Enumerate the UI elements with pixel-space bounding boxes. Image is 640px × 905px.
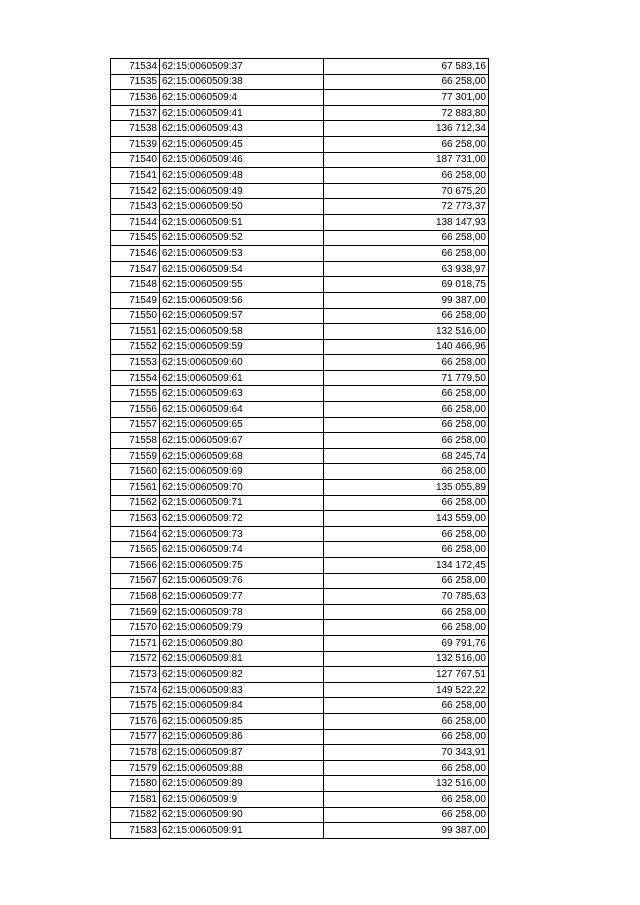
cadastral-number-cell: 62:15:0060509:9	[160, 791, 324, 807]
table-row	[111, 667, 489, 683]
table-row	[111, 635, 489, 651]
table-row	[111, 292, 489, 308]
value-cell: 66 258,00	[324, 246, 489, 262]
table-row	[111, 230, 489, 246]
table-row	[111, 448, 489, 464]
row-number-cell: 71571	[111, 635, 160, 651]
table-row	[111, 324, 489, 340]
table-row	[111, 402, 489, 418]
value-cell: 132 516,00	[324, 776, 489, 792]
value-cell: 132 516,00	[324, 651, 489, 667]
value-cell: 66 258,00	[324, 604, 489, 620]
cadastral-number-cell: 62:15:0060509:67	[160, 433, 324, 449]
table-row	[111, 199, 489, 215]
table-row	[111, 136, 489, 152]
table-row	[111, 246, 489, 262]
cadastral-number-cell: 62:15:0060509:90	[160, 807, 324, 823]
row-number-cell: 71546	[111, 246, 160, 262]
row-number-cell: 71547	[111, 261, 160, 277]
row-number-cell: 71557	[111, 417, 160, 433]
table-row	[111, 823, 489, 839]
table-row	[111, 105, 489, 121]
value-cell: 66 258,00	[324, 542, 489, 558]
cadastral-number-cell: 62:15:0060509:78	[160, 604, 324, 620]
row-number-cell: 71565	[111, 542, 160, 558]
row-number-cell: 71577	[111, 729, 160, 745]
row-number-cell: 71574	[111, 682, 160, 698]
value-cell: 66 258,00	[324, 729, 489, 745]
cadastral-number-cell: 62:15:0060509:87	[160, 745, 324, 761]
cadastral-number-cell: 62:15:0060509:73	[160, 526, 324, 542]
row-number-cell: 71569	[111, 604, 160, 620]
table-row	[111, 339, 489, 355]
row-number-cell: 71537	[111, 105, 160, 121]
value-cell: 66 258,00	[324, 355, 489, 371]
cadastral-number-cell: 62:15:0060509:48	[160, 168, 324, 184]
cadastral-number-cell: 62:15:0060509:4	[160, 90, 324, 106]
value-cell: 66 258,00	[324, 713, 489, 729]
value-cell: 70 343,91	[324, 745, 489, 761]
row-number-cell: 71556	[111, 402, 160, 418]
table-row	[111, 386, 489, 402]
value-cell: 134 172,45	[324, 558, 489, 574]
cadastral-number-cell: 62:15:0060509:72	[160, 511, 324, 527]
cadastral-number-cell: 62:15:0060509:60	[160, 355, 324, 371]
cadastral-number-cell: 62:15:0060509:52	[160, 230, 324, 246]
value-cell: 66 258,00	[324, 620, 489, 636]
row-number-cell: 71560	[111, 464, 160, 480]
table-row	[111, 480, 489, 496]
cadastral-number-cell: 62:15:0060509:76	[160, 573, 324, 589]
value-cell: 66 258,00	[324, 402, 489, 418]
table-row	[111, 526, 489, 542]
cadastral-number-cell: 62:15:0060509:71	[160, 495, 324, 511]
cadastral-number-cell: 62:15:0060509:82	[160, 667, 324, 683]
table-row	[111, 776, 489, 792]
table-row	[111, 682, 489, 698]
cadastral-number-cell: 62:15:0060509:86	[160, 729, 324, 745]
table-row	[111, 791, 489, 807]
table-row	[111, 729, 489, 745]
row-number-cell: 71573	[111, 667, 160, 683]
cadastral-number-cell: 62:15:0060509:69	[160, 464, 324, 480]
row-number-cell: 71562	[111, 495, 160, 511]
cadastral-number-cell: 62:15:0060509:57	[160, 308, 324, 324]
value-cell: 72 773,37	[324, 199, 489, 215]
row-number-cell: 71553	[111, 355, 160, 371]
table-row	[111, 308, 489, 324]
table-row	[111, 90, 489, 106]
value-cell: 127 767,51	[324, 667, 489, 683]
table-row	[111, 573, 489, 589]
row-number-cell: 71541	[111, 168, 160, 184]
table-row	[111, 542, 489, 558]
row-number-cell: 71536	[111, 90, 160, 106]
row-number-cell: 71581	[111, 791, 160, 807]
row-number-cell: 71548	[111, 277, 160, 293]
value-cell: 72 883,80	[324, 105, 489, 121]
cadastral-number-cell: 62:15:0060509:80	[160, 635, 324, 651]
table-row	[111, 589, 489, 605]
cadastral-number-cell: 62:15:0060509:64	[160, 402, 324, 418]
cadastral-number-cell: 62:15:0060509:70	[160, 480, 324, 496]
table-row	[111, 277, 489, 293]
table-row	[111, 620, 489, 636]
value-cell: 143 559,00	[324, 511, 489, 527]
table-row	[111, 59, 489, 75]
table-body	[111, 59, 489, 839]
cadastral-number-cell: 62:15:0060509:54	[160, 261, 324, 277]
table-row	[111, 417, 489, 433]
value-cell: 138 147,93	[324, 214, 489, 230]
table-row	[111, 370, 489, 386]
row-number-cell: 71561	[111, 480, 160, 496]
table-row	[111, 464, 489, 480]
row-number-cell: 71535	[111, 74, 160, 90]
cadastral-number-cell: 62:15:0060509:51	[160, 214, 324, 230]
row-number-cell: 71551	[111, 324, 160, 340]
table-row	[111, 713, 489, 729]
cadastral-number-cell: 62:15:0060509:68	[160, 448, 324, 464]
row-number-cell: 71567	[111, 573, 160, 589]
row-number-cell: 71552	[111, 339, 160, 355]
value-cell: 69 791,76	[324, 635, 489, 651]
cadastral-number-cell: 62:15:0060509:79	[160, 620, 324, 636]
row-number-cell: 71576	[111, 713, 160, 729]
cadastral-number-cell: 62:15:0060509:49	[160, 183, 324, 199]
row-number-cell: 71534	[111, 59, 160, 75]
row-number-cell: 71582	[111, 807, 160, 823]
row-number-cell: 71583	[111, 823, 160, 839]
value-cell: 149 522,22	[324, 682, 489, 698]
value-cell: 66 258,00	[324, 698, 489, 714]
row-number-cell: 71539	[111, 136, 160, 152]
value-cell: 66 258,00	[324, 791, 489, 807]
row-number-cell: 71545	[111, 230, 160, 246]
cadastral-number-cell: 62:15:0060509:89	[160, 776, 324, 792]
cadastral-number-cell: 62:15:0060509:91	[160, 823, 324, 839]
cadastral-number-cell: 62:15:0060509:63	[160, 386, 324, 402]
cadastral-number-cell: 62:15:0060509:83	[160, 682, 324, 698]
row-number-cell: 71549	[111, 292, 160, 308]
cadastral-number-cell: 62:15:0060509:37	[160, 59, 324, 75]
cadastral-number-cell: 62:15:0060509:38	[160, 74, 324, 90]
row-number-cell: 71575	[111, 698, 160, 714]
table-row	[111, 355, 489, 371]
cadastral-number-cell: 62:15:0060509:41	[160, 105, 324, 121]
cadastral-number-cell: 62:15:0060509:85	[160, 713, 324, 729]
cadastral-number-cell: 62:15:0060509:74	[160, 542, 324, 558]
value-cell: 140 466,96	[324, 339, 489, 355]
row-number-cell: 71559	[111, 448, 160, 464]
value-cell: 66 258,00	[324, 168, 489, 184]
cadastral-number-cell: 62:15:0060509:55	[160, 277, 324, 293]
value-cell: 66 258,00	[324, 573, 489, 589]
row-number-cell: 71572	[111, 651, 160, 667]
table-row	[111, 168, 489, 184]
cadastral-number-cell: 62:15:0060509:75	[160, 558, 324, 574]
value-cell: 66 258,00	[324, 74, 489, 90]
row-number-cell: 71580	[111, 776, 160, 792]
row-number-cell: 71540	[111, 152, 160, 168]
cadastral-number-cell: 62:15:0060509:77	[160, 589, 324, 605]
row-number-cell: 71579	[111, 760, 160, 776]
table-row	[111, 121, 489, 137]
table-row	[111, 807, 489, 823]
table-row	[111, 651, 489, 667]
row-number-cell: 71570	[111, 620, 160, 636]
value-cell: 71 779,50	[324, 370, 489, 386]
cadastral-number-cell: 62:15:0060509:81	[160, 651, 324, 667]
table-row	[111, 261, 489, 277]
table-row	[111, 495, 489, 511]
table-row	[111, 183, 489, 199]
value-cell: 66 258,00	[324, 760, 489, 776]
table-row	[111, 433, 489, 449]
table-row	[111, 558, 489, 574]
value-cell: 69 018,75	[324, 277, 489, 293]
table-row	[111, 74, 489, 90]
table-row	[111, 745, 489, 761]
row-number-cell: 71542	[111, 183, 160, 199]
value-cell: 66 258,00	[324, 417, 489, 433]
cadastral-number-cell: 62:15:0060509:53	[160, 246, 324, 262]
value-cell: 77 301,00	[324, 90, 489, 106]
cadastral-number-cell: 62:15:0060509:46	[160, 152, 324, 168]
table-row	[111, 760, 489, 776]
value-cell: 99 387,00	[324, 292, 489, 308]
row-number-cell: 71544	[111, 214, 160, 230]
cadastral-number-cell: 62:15:0060509:58	[160, 324, 324, 340]
value-cell: 66 258,00	[324, 495, 489, 511]
row-number-cell: 71578	[111, 745, 160, 761]
value-cell: 70 675,20	[324, 183, 489, 199]
value-cell: 66 258,00	[324, 526, 489, 542]
value-cell: 132 516,00	[324, 324, 489, 340]
row-number-cell: 71554	[111, 370, 160, 386]
value-cell: 66 258,00	[324, 230, 489, 246]
table-row	[111, 214, 489, 230]
value-cell: 68 245,74	[324, 448, 489, 464]
cadastral-number-cell: 62:15:0060509:45	[160, 136, 324, 152]
value-cell: 66 258,00	[324, 136, 489, 152]
row-number-cell: 71543	[111, 199, 160, 215]
value-cell: 136 712,34	[324, 121, 489, 137]
cadastral-number-cell: 62:15:0060509:88	[160, 760, 324, 776]
cadastral-number-cell: 62:15:0060509:56	[160, 292, 324, 308]
value-cell: 135 055,89	[324, 480, 489, 496]
cadastral-number-cell: 62:15:0060509:84	[160, 698, 324, 714]
table-row	[111, 604, 489, 620]
cadastral-number-cell: 62:15:0060509:65	[160, 417, 324, 433]
cadastral-number-cell: 62:15:0060509:59	[160, 339, 324, 355]
value-cell: 67 583,16	[324, 59, 489, 75]
value-cell: 66 258,00	[324, 807, 489, 823]
row-number-cell: 71563	[111, 511, 160, 527]
table-row	[111, 698, 489, 714]
cadastral-number-cell: 62:15:0060509:61	[160, 370, 324, 386]
value-cell: 187 731,00	[324, 152, 489, 168]
cadastral-number-cell: 62:15:0060509:50	[160, 199, 324, 215]
cadastral-table	[110, 58, 489, 839]
value-cell: 66 258,00	[324, 308, 489, 324]
row-number-cell: 71550	[111, 308, 160, 324]
row-number-cell: 71568	[111, 589, 160, 605]
table-row	[111, 152, 489, 168]
cadastral-number-cell: 62:15:0060509:43	[160, 121, 324, 137]
row-number-cell: 71538	[111, 121, 160, 137]
value-cell: 66 258,00	[324, 464, 489, 480]
row-number-cell: 71566	[111, 558, 160, 574]
table-row	[111, 511, 489, 527]
row-number-cell: 71555	[111, 386, 160, 402]
value-cell: 66 258,00	[324, 386, 489, 402]
value-cell: 66 258,00	[324, 433, 489, 449]
row-number-cell: 71558	[111, 433, 160, 449]
value-cell: 99 387,00	[324, 823, 489, 839]
row-number-cell: 71564	[111, 526, 160, 542]
value-cell: 63 938,97	[324, 261, 489, 277]
value-cell: 70 785,63	[324, 589, 489, 605]
